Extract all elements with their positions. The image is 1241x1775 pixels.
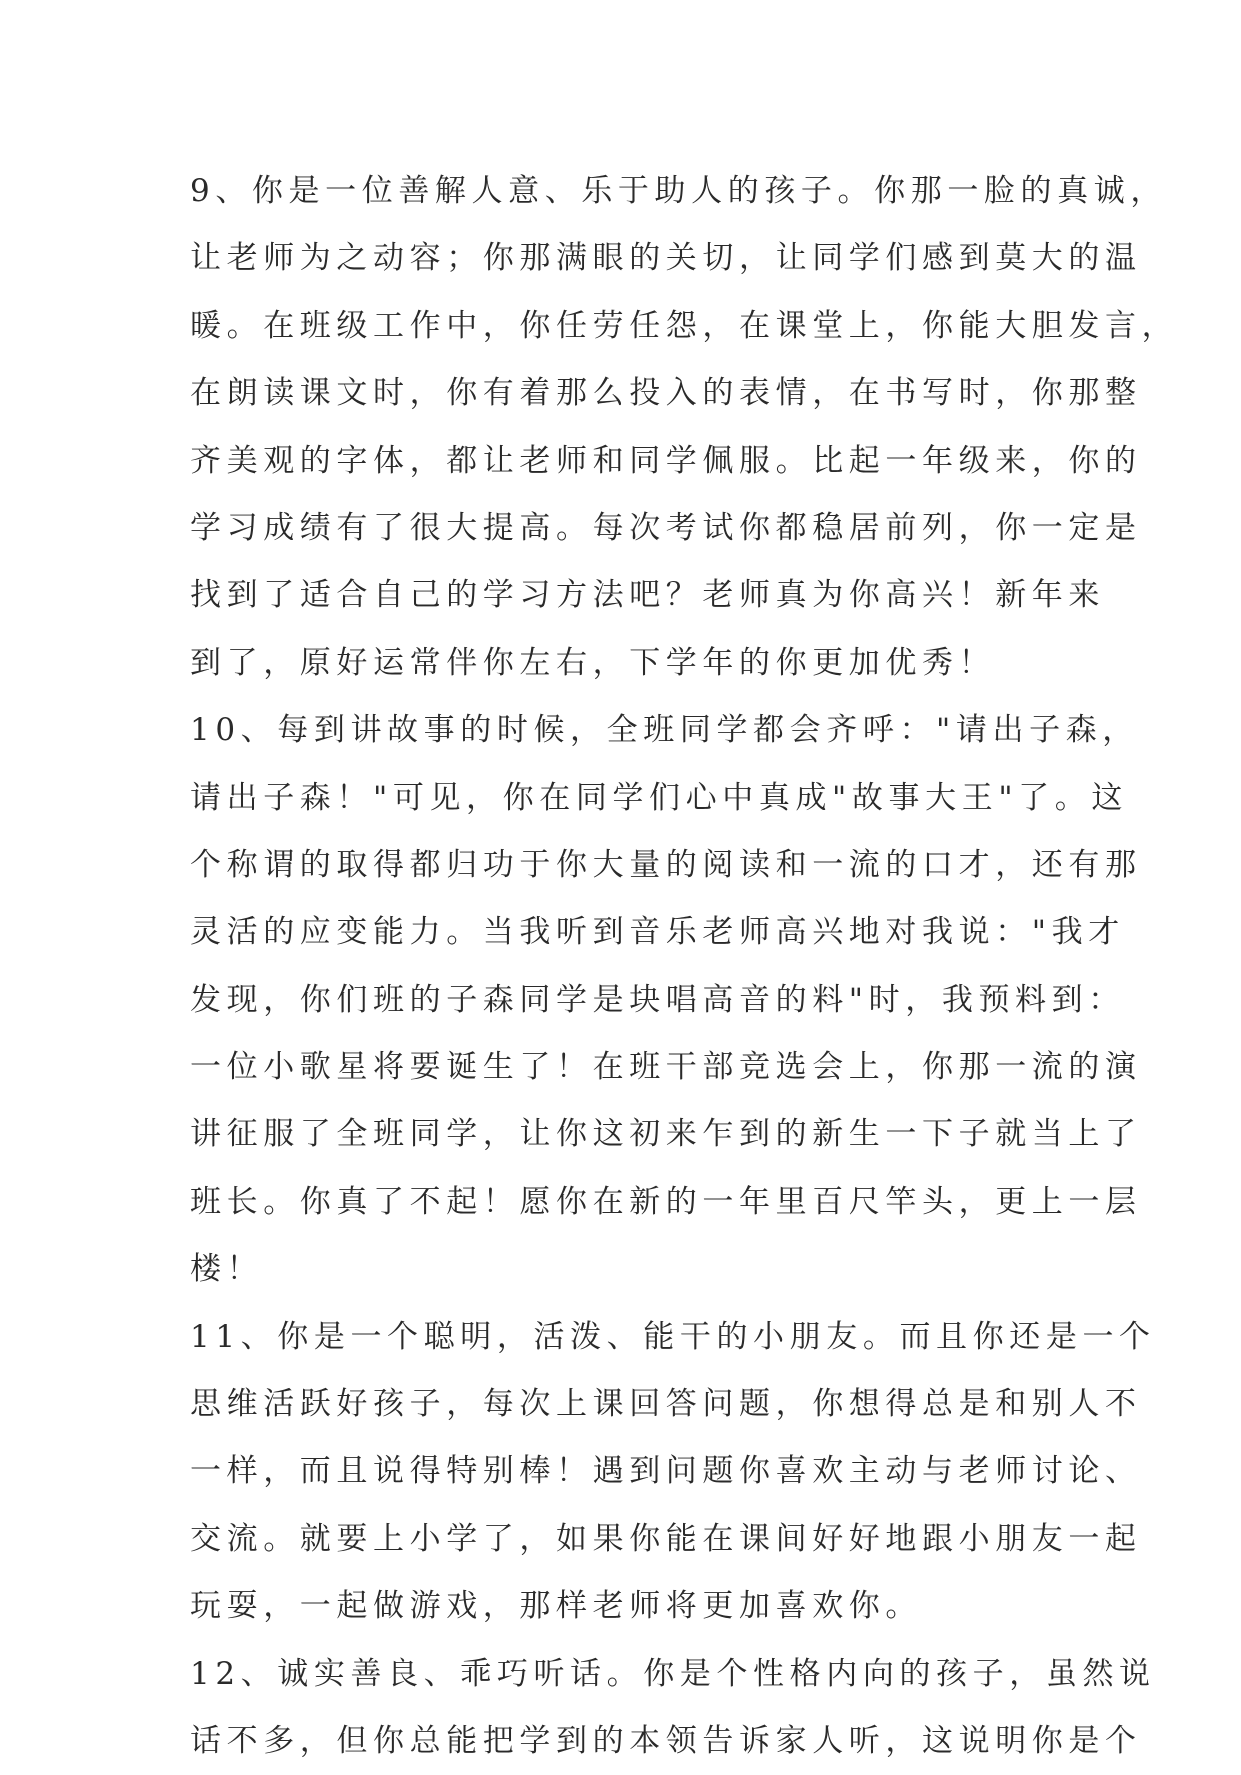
text-line: 10、每到讲故事的时候，全班同学都会齐呼："请出子森， [190,712,1139,749]
text-line: 请出子森！"可见，你在同学们心中真成"故事大王"了。这 [190,779,1128,816]
text-line: 12、诚实善良、乖巧听话。你是个性格内向的孩子，虽然说 [190,1655,1156,1692]
text-line: 一样，而且说得特别棒！遇到问题你喜欢主动与老师讨论、 [190,1453,1142,1490]
text-line: 班长。你真了不起！愿你在新的一年里百尺竿头，更上一层 [190,1183,1142,1220]
text-line: 找到了适合自己的学习方法吧？老师真为你高兴！新年来 [190,577,1105,614]
text-line: 玩耍，一起做游戏，那样老师将更加喜欢你。 [190,1588,922,1625]
text-line: 楼！ [190,1251,264,1288]
text-line: 9、你是一位善解人意、乐于助人的孩子。你那一脸的真诚， [190,173,1167,209]
text-line: 交流。就要上小学了，如果你能在课间好好地跟小朋友一起 [190,1520,1142,1557]
text-line: 让老师为之动容；你那满眼的关切，让同学们感到莫大的温 [190,240,1142,277]
text-line: 思维活跃好孩子，每次上课回答问题，你想得总是和别人不 [190,1386,1142,1423]
text-line: 话不多，但你总能把学到的本领告诉家人听，这说明你是个 [190,1722,1142,1759]
text-line: 一位小歌星将要诞生了！在班干部竞选会上，你那一流的演 [190,1049,1142,1086]
text-line: 讲征服了全班同学，让你这初来乍到的新生一下子就当上了 [190,1116,1142,1153]
text-line: 到了，原好运常伴你左右，下学年的你更加优秀！ [190,644,996,681]
text-line: 11、你是一个聪明，活泼、能干的小朋友。而且你还是一个 [190,1318,1156,1355]
body-text [190,158,1179,1775]
text-line: 学习成绩有了很大提高。每次考试你都稳居前列，你一定是 [190,509,1142,546]
text-line: 在朗读课文时，你有着那么投入的表情，在书写时，你那整 [190,375,1142,412]
text-line: 齐美观的字体，都让老师和同学佩服。比起一年级来，你的 [190,442,1142,479]
text-line: 发现，你们班的子森同学是块唱高音的料"时，我预料到： [190,981,1125,1018]
text-line: 灵活的应变能力。当我听到音乐老师高兴地对我说："我才 [190,914,1125,951]
text-line: 个称谓的取得都归功于你大量的阅读和一流的口才，还有那 [190,846,1142,883]
text-line: 暖。在班级工作中，你任劳任怨，在课堂上，你能大胆发言， [190,307,1179,344]
